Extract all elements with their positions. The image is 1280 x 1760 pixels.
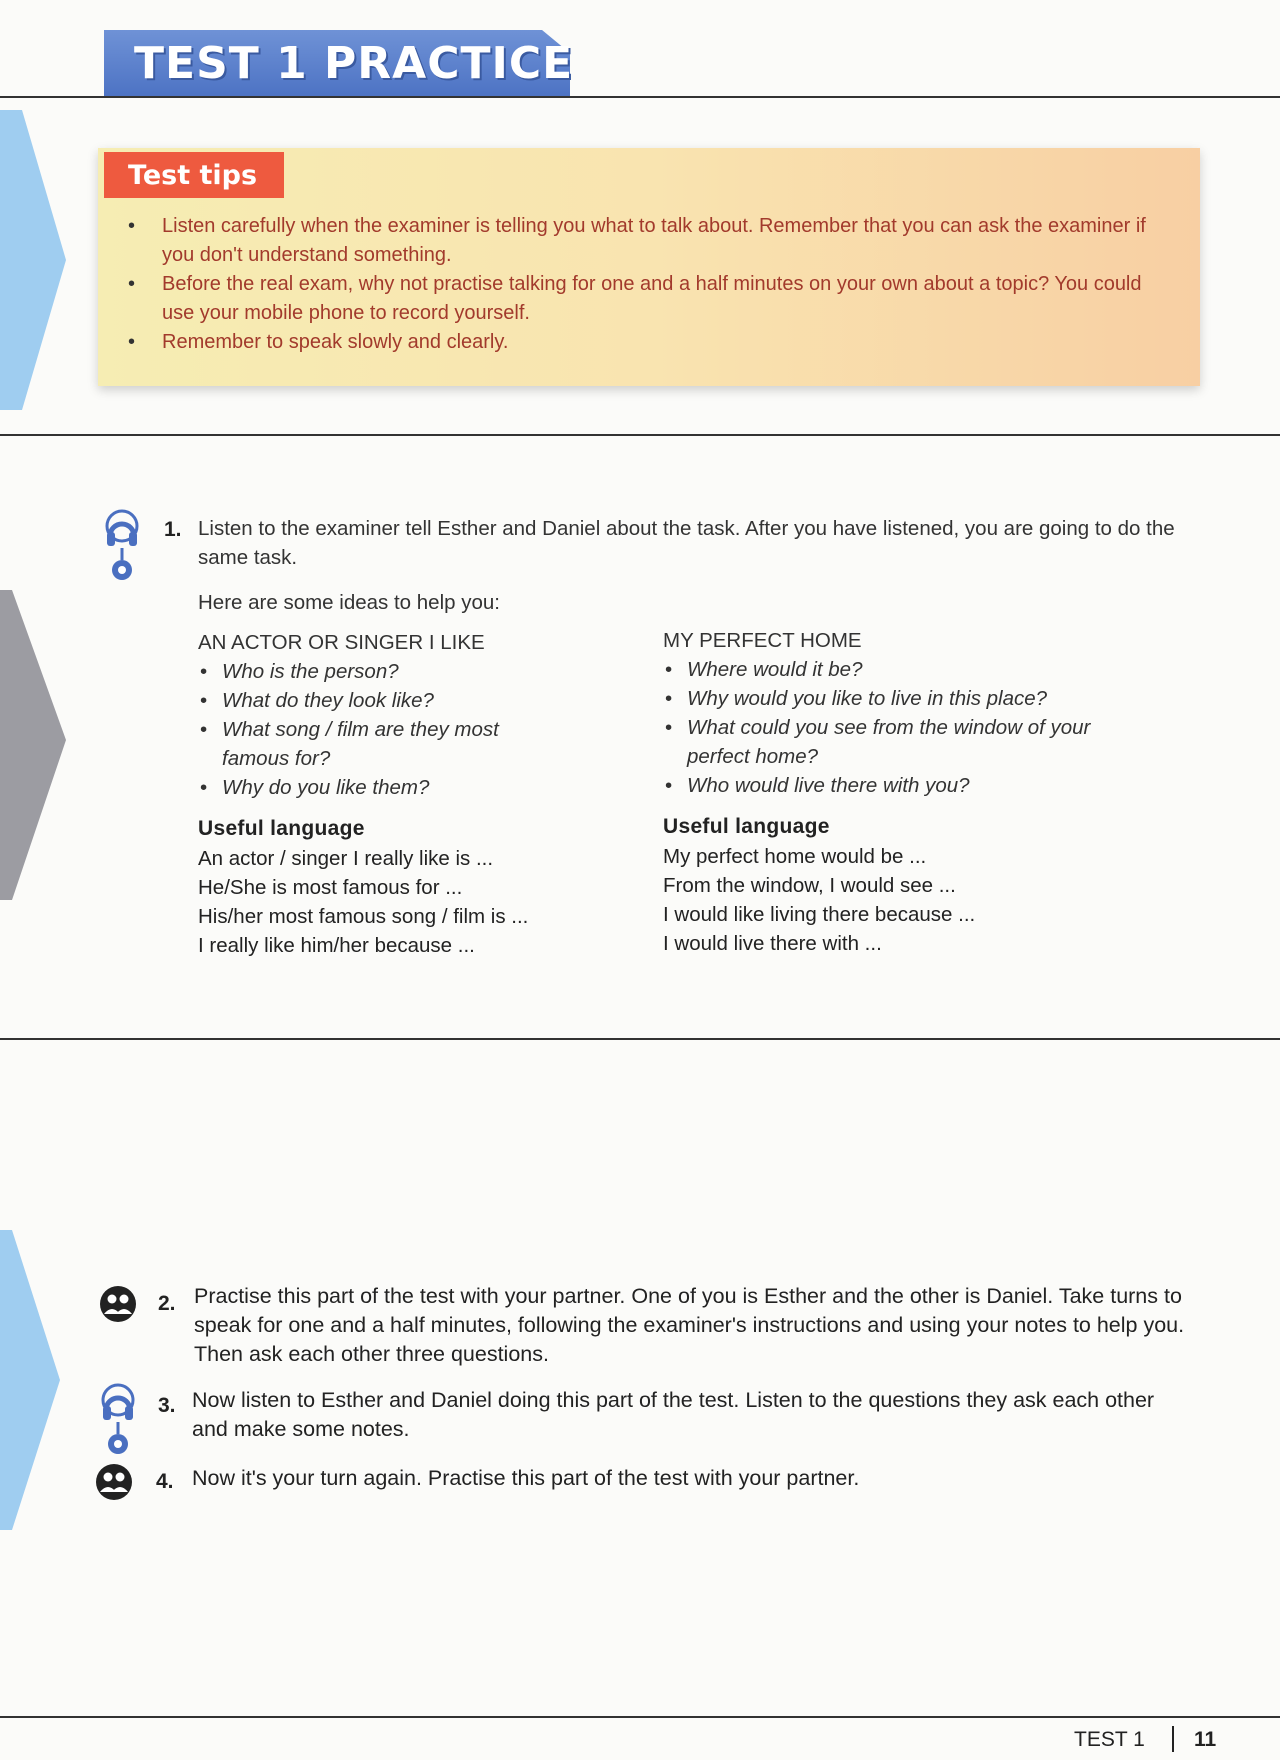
exercise-1-text: Listen to the examiner tell Esther and Daniel about the task. After you have listened, you are going to do the same task. <box>198 517 1175 569</box>
useful-phrase: I would like living there because ... <box>663 903 976 926</box>
exercise-3-number: 3. <box>158 1394 176 1417</box>
tip-item: • Before the real exam, why not practise talking for one and a half minutes on your own about a topic? You could use your mobile phone to record yourself. <box>128 270 1168 328</box>
useful-phrase: From the window, I would see ... <box>663 874 956 897</box>
footer-separator <box>1172 1726 1174 1752</box>
topic-column-home <box>663 626 1143 958</box>
exercise-3-text: Now listen to Esther and Daniel doing this part of the test. Listen to the questions they ask each other and make some notes. <box>192 1388 1155 1441</box>
section-divider-2 <box>0 1038 1280 1040</box>
tip-item: • Remember to speak slowly and clearly. <box>128 328 1168 357</box>
tip-item: • Listen carefully when the examiner is telling you what to talk about. Remember that you can ask the examiner if you don't understand something. <box>128 212 1168 270</box>
topic-question: • What could you see from the window of your perfect home? <box>663 713 1137 771</box>
useful-language-heading-actor: Useful language <box>198 817 365 840</box>
topic-question: • Why would you like to live in this place? <box>663 684 1143 713</box>
pair-work-icon <box>98 1284 138 1324</box>
topic-question: • Who is the person? <box>198 657 618 686</box>
topic-question: • What do they look like? <box>198 686 618 715</box>
useful-phrase: An actor / singer I really like is ... <box>198 847 494 870</box>
page-title: TEST 1 PRACTICE <box>134 38 574 89</box>
topic-question: • Where would it be? <box>663 655 1143 684</box>
page-number: 11 <box>1194 1728 1217 1751</box>
footer-rule <box>0 1716 1280 1718</box>
exercise-2-number: 2. <box>158 1292 176 1315</box>
topic-heading-home: MY PERFECT HOME <box>663 629 862 652</box>
exercise-4-text: Now it's your turn again. Practise this part of the test with your partner. <box>192 1466 860 1490</box>
topic-heading-actor: AN ACTOR OR SINGER I LIKE <box>198 631 485 654</box>
blue-chevron-decoration-bottom <box>0 1230 70 1530</box>
useful-language-heading-home: Useful language <box>663 815 830 838</box>
useful-phrase: His/her most famous song / film is ... <box>198 905 529 928</box>
topic-question: • What song / film are they most famous for? <box>198 715 522 773</box>
topic-questions-actor <box>198 657 618 802</box>
section-divider-1 <box>0 434 1280 436</box>
exercise-1-number: 1. <box>164 518 182 541</box>
exercise-2-text: Practise this part of the test with your partner. One of you is Esther and the other is Daniel. Take turns to speak for one and a half minutes, following the examiner's instructions and using your notes to help you. Then ask each other three questions. <box>194 1284 1185 1366</box>
topic-questions-home <box>663 655 1143 800</box>
test-tips-label: Test tips <box>128 160 258 191</box>
pair-work-icon <box>94 1462 134 1502</box>
useful-phrase: He/She is most famous for ... <box>198 876 463 899</box>
header-rule <box>0 96 1280 98</box>
topic-question: • Who would live there with you? <box>663 771 1143 800</box>
topic-question: • Why do you like them? <box>198 773 618 802</box>
useful-phrase: I would live there with ... <box>663 932 882 955</box>
topic-column-actor <box>198 628 618 960</box>
test-tips-list <box>128 212 1168 357</box>
audio-headphones-icon[interactable] <box>98 1382 138 1458</box>
useful-phrase: I really like him/her because ... <box>198 934 475 957</box>
useful-phrase: My perfect home would be ... <box>663 845 927 868</box>
blue-chevron-decoration-top <box>0 110 70 410</box>
exercise-4-number: 4. <box>156 1470 174 1493</box>
footer-test-label: TEST 1 <box>1074 1728 1145 1751</box>
audio-headphones-icon[interactable] <box>102 508 142 584</box>
grey-chevron-decoration <box>0 590 70 900</box>
exercise-1-intro: Here are some ideas to help you: <box>198 591 500 614</box>
